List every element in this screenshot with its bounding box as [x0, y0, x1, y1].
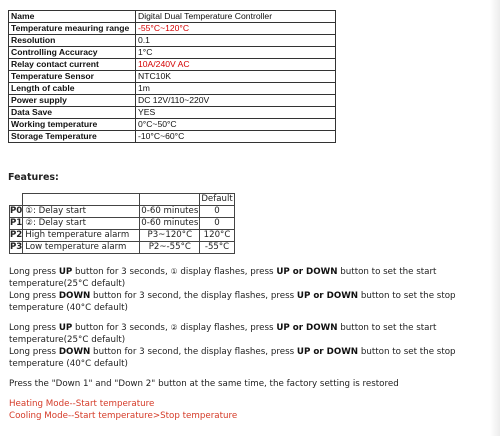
spec-key: Working temperature	[9, 119, 136, 131]
feature-range: 0-60 minutes	[141, 206, 199, 216]
spec-key: Data Save	[9, 107, 136, 119]
instructions-para-1	[9, 266, 487, 314]
spec-row	[9, 71, 336, 83]
spec-value: YES	[136, 107, 336, 119]
feature-row	[10, 242, 235, 254]
factory-reset-note: Press the "Down 1" and "Down 2" button at the same time, the factory setting is restored	[9, 379, 399, 389]
spec-row	[9, 131, 336, 143]
spec-value: -55°C~120°C	[136, 23, 336, 35]
up-or-down-keyword: UP or DOWN	[276, 323, 338, 333]
feature-default: -55°C	[200, 242, 234, 254]
spec-key: Controlling Accuracy	[9, 47, 136, 59]
spec-key: Temperature Sensor	[9, 71, 136, 83]
para-line: temperature(25°C default)	[9, 279, 126, 289]
up-or-down-keyword: UP or DOWN	[296, 347, 359, 357]
para-line: Long press UP button for 3 seconds, ① display flashes, press UP or DOWN button to set the start	[9, 267, 437, 277]
para-line: temperature (40°C default)	[9, 303, 128, 313]
spec-value: DC 12V/110~220V	[136, 95, 336, 107]
feature-range: P2~-55°C	[140, 242, 200, 254]
feature-desc: ②: Delay start	[23, 218, 140, 230]
spec-key: Length of cable	[9, 83, 136, 95]
spec-row	[9, 83, 336, 95]
spec-row	[9, 59, 336, 71]
para-line: temperature (40°C default)	[9, 359, 128, 369]
feature-default: 120°C	[200, 230, 234, 242]
up-or-down-keyword: UP or DOWN	[296, 291, 359, 301]
feature-code: P3	[10, 242, 23, 252]
up-keyword: UP	[58, 267, 73, 277]
spec-row	[9, 47, 336, 59]
circled-two-icon: ②	[170, 323, 178, 332]
features-header-row	[10, 194, 235, 206]
heating-mode-note: Heating Mode--Start temperature	[9, 399, 155, 409]
features-heading: Features:	[8, 172, 59, 183]
spec-value: 10A/240V AC	[136, 59, 336, 71]
spec-value: Digital Dual Temperature Controller	[136, 11, 336, 23]
feature-range: 0-60 minutes	[141, 218, 199, 228]
header-empty-cell	[10, 194, 23, 206]
spec-value: 0°C~50°C	[136, 119, 336, 131]
spec-key: Temperature meauring range	[9, 23, 136, 35]
spec-key: Storage Temperature	[9, 131, 136, 143]
up-keyword: UP	[58, 323, 73, 333]
feature-default: 0	[200, 218, 234, 230]
instructions-para-2	[9, 322, 487, 370]
feature-desc: Low temperature alarm	[23, 242, 140, 254]
spec-row	[9, 23, 336, 35]
circled-one-icon: ①	[170, 267, 178, 276]
features-table	[9, 193, 235, 254]
default-header: Default	[201, 194, 233, 204]
spec-value: 1°C	[136, 47, 336, 59]
spec-row	[9, 119, 336, 131]
spec-value: NTC10K	[136, 71, 336, 83]
down-keyword: DOWN	[58, 347, 91, 357]
para-line: Long press DOWN button for 3 second, the display flashes, press UP or DOWN button to set the stop	[9, 291, 456, 301]
para-line: temperature(25°C default)	[9, 335, 126, 345]
spec-row	[9, 11, 336, 23]
spec-row	[9, 107, 336, 119]
spec-value: 0.1	[136, 35, 336, 47]
feature-code: P0	[10, 206, 23, 216]
feature-row	[10, 218, 235, 230]
right-edge-shadow	[490, 0, 500, 436]
header-empty-cell	[140, 194, 200, 206]
spec-row	[9, 35, 336, 47]
spec-value: -10°C~60°C	[136, 131, 336, 143]
spec-table	[8, 10, 336, 143]
feature-row	[10, 206, 235, 218]
cooling-mode-note: Cooling Mode--Start temperature>Stop temperature	[9, 411, 238, 421]
feature-default: 0	[200, 206, 234, 218]
feature-code: P2	[10, 230, 23, 240]
header-empty-cell	[23, 194, 140, 206]
feature-desc: High temperature alarm	[23, 230, 140, 242]
up-or-down-keyword: UP or DOWN	[276, 267, 338, 277]
spec-key: Power supply	[9, 95, 136, 107]
spec-value: 1m	[136, 83, 336, 95]
down-keyword: DOWN	[58, 291, 91, 301]
feature-code: P1	[10, 218, 23, 228]
feature-desc: ①: Delay start	[23, 206, 140, 218]
para-line: Long press UP button for 3 seconds, ② display flashes, press UP or DOWN button to set the start	[9, 323, 437, 333]
spec-key: Name	[9, 11, 136, 23]
spec-key: Resolution	[9, 35, 136, 47]
feature-row	[10, 230, 235, 242]
spec-row	[9, 95, 336, 107]
feature-range: P3~120°C	[140, 230, 200, 242]
spec-key: Relay contact current	[9, 59, 136, 71]
para-line: Long press DOWN button for 3 second, the display flashes, press UP or DOWN button to set the stop	[9, 347, 456, 357]
